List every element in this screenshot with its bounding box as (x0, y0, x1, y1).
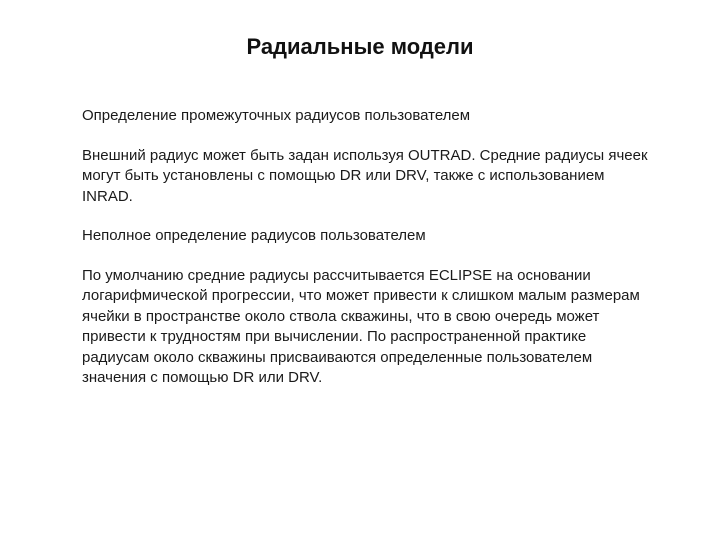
section-heading-user-defined-radii: Определение промежуточных радиусов пользователем (82, 107, 471, 124)
section-body-user-defined-radii: Внешний радиус может быть задан используя OUTRAD. Средние радиусы ячеек могут быть установлены с помощью DR или DRV, также с использованием INRAD. (82, 146, 648, 205)
slide-content (82, 106, 657, 389)
slide-title: Радиальные модели (246, 34, 474, 59)
section-body-partial-radii: По умолчанию средние радиусы рассчитывается ECLIPSE на основании логарифмической прогрессии, что может привести к слишком малым размерам ячейки в пространстве около ствола скважины, что в свою очередь может привести к трудностям при вычислении. По распространенной практике радиусам около скважины присваиваются определенные пользователем значения с помощью DR или DRV. (82, 266, 640, 386)
section-heading-partial-radii: Неполное определение радиусов пользователем (82, 227, 426, 244)
